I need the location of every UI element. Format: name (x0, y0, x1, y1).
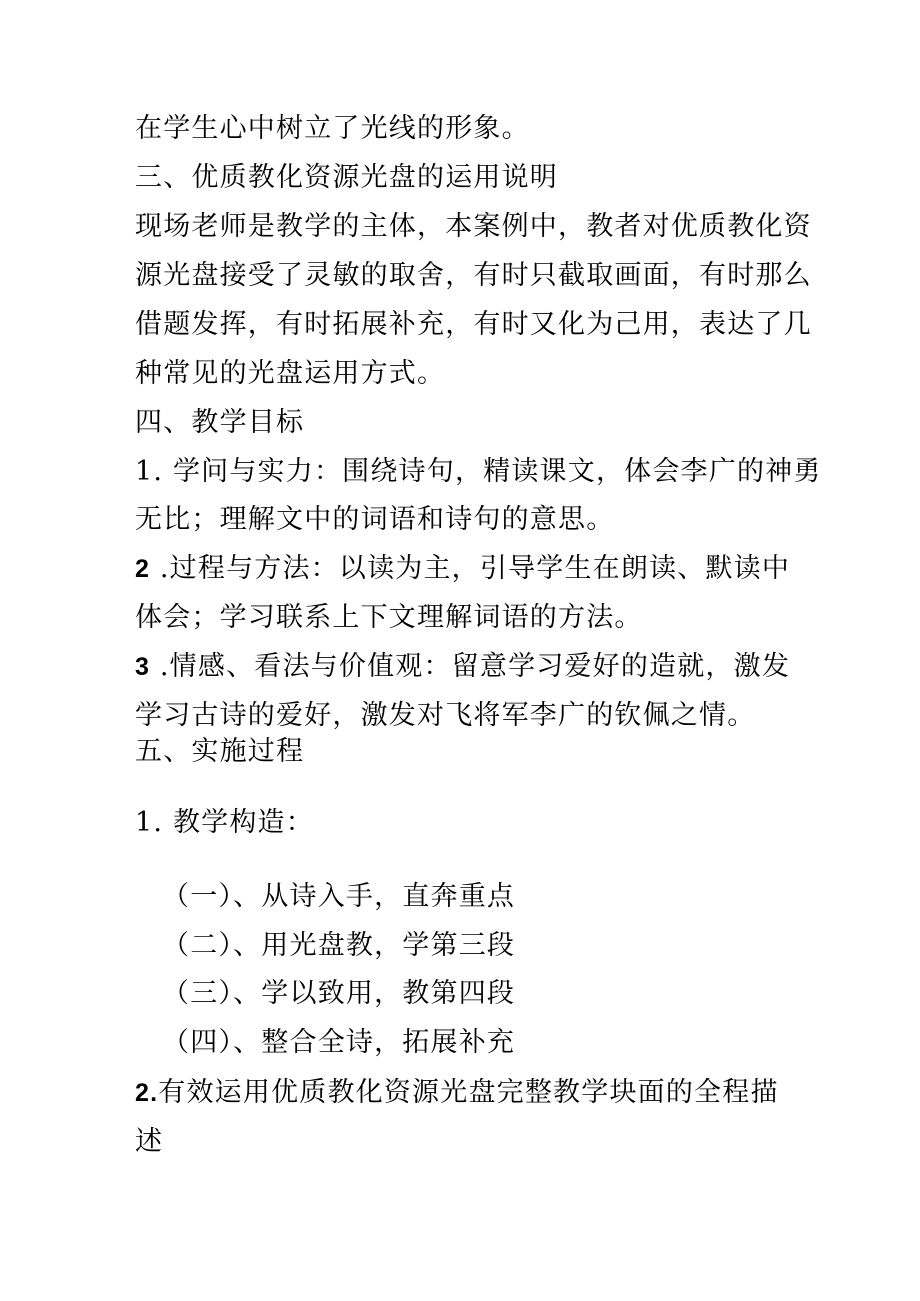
goal-1-line: 无比；理解文中的词语和诗句的意思。 (135, 504, 615, 535)
subsection-2-line (135, 1076, 779, 1110)
goal-3-line: 学习古诗的爱好，激发对飞将军李广的钦佩之情。 (135, 700, 756, 731)
paragraph-line: 现场老师是教学的主体，本案例中，教者对优质教化资 (135, 211, 812, 242)
goal-2-number: 2 (135, 555, 151, 583)
goal-3-number: 3 (135, 653, 151, 681)
section-heading-3: 三、优质教化资源光盘的运用说明 (135, 162, 558, 193)
section-heading-5: 五、实施过程 (135, 736, 305, 767)
structure-item: （四）、整合全诗，拓展补充 (162, 1027, 516, 1058)
structure-item: （二）、用光盘教，学第三段 (162, 930, 516, 961)
paragraph-line: 借题发挥，有时拓展补充，有时又化为己用，表达了几 (135, 309, 812, 340)
section-heading-4: 四、教学目标 (135, 407, 305, 438)
structure-item: （三）、学以致用，教第四段 (162, 978, 516, 1009)
subsection-2-number: 2. (135, 1079, 159, 1107)
goal-3-text: .情感、看法与价值观：留意学习爱好的造就，激发 (150, 651, 791, 682)
structure-item: （一）、从诗入手，直奔重点 (162, 881, 516, 912)
subsection-1: 1. 教学构造： (135, 807, 314, 838)
subsection-2-text: 有效运用优质教化资源光盘完整教学块面的全程描 (158, 1077, 779, 1108)
subsection-2-line: 述 (135, 1126, 164, 1157)
paragraph-line: 源光盘接受了灵敏的取舍，有时只截取画面，有时那么 (135, 260, 812, 291)
goal-2-line: 体会；学习联系上下文理解词语的方法。 (135, 602, 643, 633)
goal-2-line (135, 552, 790, 586)
paragraph-line: 种常见的光盘运用方式。 (135, 358, 446, 389)
paragraph-line: 在学生心中树立了光线的形象。 (135, 113, 530, 144)
goal-1-line: 1. 学问与实力：围绕诗句，精读课文，体会李广的神勇 (135, 456, 822, 487)
goal-3-line (135, 650, 790, 684)
goal-2-text: .过程与方法：以读为主，引导学生在朗读、默读中 (150, 553, 791, 584)
